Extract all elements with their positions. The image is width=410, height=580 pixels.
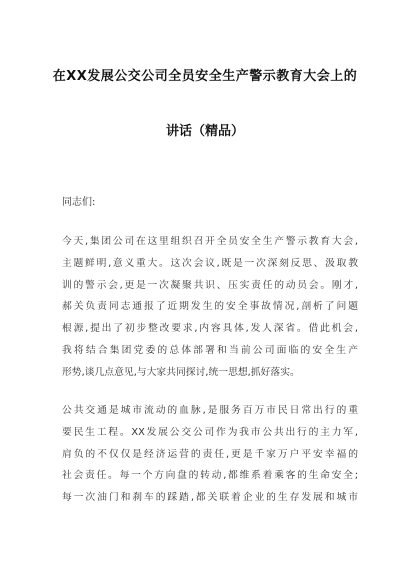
document-title: 在XX发展公交公司全员安全生产警示教育大会上的: [52, 69, 358, 84]
paragraph-line: 主题鲜明,意义重大。这次会议,既是一次深刻反思、汲取教: [62, 257, 358, 269]
document-subtitle: 讲话（精品）: [165, 124, 244, 139]
paragraph-line: 肩负的不仅仅是经济运营的责任,更是千家万户平安幸福的: [62, 448, 358, 460]
paragraph-line: 训的警示会,更是一次凝聚共识、压实责任的动员会。刚才,: [62, 279, 358, 291]
paragraph-line: 社会责任。每一个方向盘的转动,都维系着乘客的生命安全;: [62, 470, 358, 482]
paragraph-line: 郝关负责同志通报了近期发生的安全事故情况,剖析了问题: [62, 301, 358, 313]
paragraph-2: [62, 400, 358, 509]
paragraph-1: [62, 231, 358, 384]
paragraph-line: 根源,提出了初步整改要求,内容具体,发人深省。借此机会,: [62, 323, 358, 335]
paragraph-line: 形势,谈几点意见,与大家共同探讨,统一思想,抓好落实。: [62, 366, 300, 378]
paragraph-line: 公共交通是城市流动的血脉,是服务百万市民日常出行的重: [62, 405, 358, 416]
paragraph-line: 要民生工程。XX发展公交公司作为我市公共出行的主力军,: [62, 426, 358, 438]
salutation: 同志们:: [62, 197, 96, 208]
paragraph-line: 今天,集团公司在这里组织召开全员安全生产警示教育大会,: [62, 236, 358, 247]
paragraph-line: 每一次油门和刹车的踩踏,都关联着企业的生存发展和城市: [62, 492, 358, 504]
paragraph-line: 我将结合集团党委的总体部署和当前公司面临的安全生产: [62, 344, 358, 356]
